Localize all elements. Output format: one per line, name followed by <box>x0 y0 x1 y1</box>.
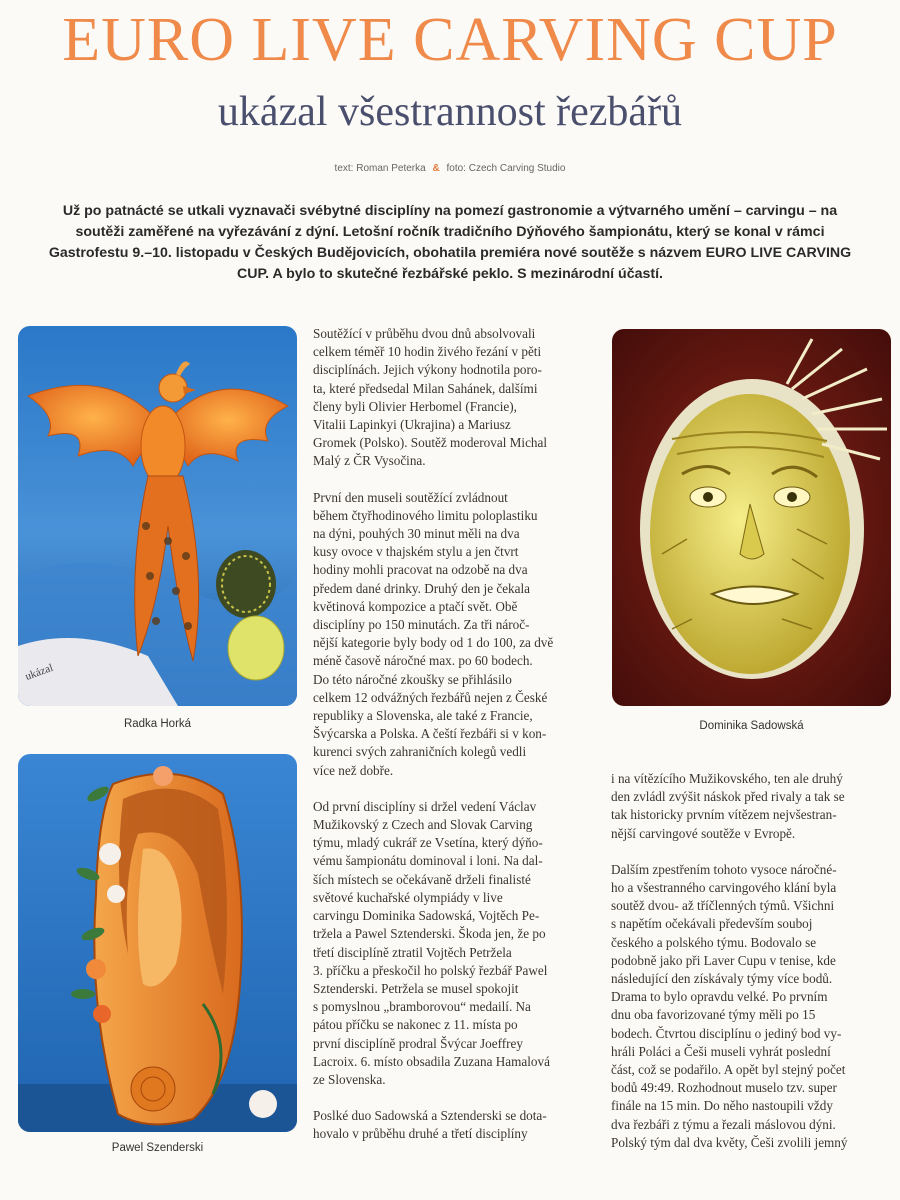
phoenix-photo-caption: Radka Horká <box>123 718 192 730</box>
body-paragraph <box>313 798 593 1089</box>
text-line: Malý z ČR Vysočina. <box>313 453 426 469</box>
credit-photo: foto: Czech Carving Studio <box>446 163 566 174</box>
text-line: celkem 12 odvážných řezbářů nejen z České <box>313 689 548 705</box>
body-paragraph <box>313 489 593 780</box>
text-line: kurenci svých zahraničních kolegů vedli <box>313 744 527 760</box>
text-line: během čtyřhodinového limitu poloplastiku <box>313 507 538 523</box>
body-paragraph <box>611 861 892 1152</box>
text-line: Švýcarska a Polska. A čeští řezbáři si v kon- <box>313 726 547 742</box>
text-line: disciplínách. Jejich výkony hodnotila poro- <box>313 362 542 378</box>
body-paragraph <box>313 325 593 471</box>
text-line: s napětím očekávali především souboj <box>611 916 813 932</box>
lead-line: Už po patnácté se utkali vyznavači svébytné disciplíny na pomezí gastronomie a výtvarného umění – carvingu – na <box>62 203 838 219</box>
article-title: EURO LIVE CARVING CUP <box>62 6 838 74</box>
text-line: ta, které předsedal Milan Sahánek, dalšími <box>313 380 538 396</box>
text-line: První den museli soutěžící zvládnout <box>313 489 508 505</box>
text-line: hodiny mohli pracovat na odzobě na dva <box>313 562 528 578</box>
text-line: Lacroix. 6. místo obsadila Zuzana Hamalová <box>313 1053 550 1069</box>
credit-author: text: Roman Peterka <box>334 163 426 174</box>
face-photo-caption: Dominika Sadowská <box>699 720 804 732</box>
text-line: českého a polského týmu. Bodovalo se <box>611 934 817 950</box>
text-line: tak historicky prvním vítězem nejvšestran- <box>611 807 837 823</box>
phoenix-carving-photo <box>18 326 297 706</box>
text-line: nější kategorie byly body od 1 do 100, za dvě <box>313 635 554 651</box>
text-line: nější carvingové soutěže v Evropě. <box>611 825 796 841</box>
text-line: květinová kompozice a ptačí svět. Obě <box>313 598 518 614</box>
face-carving-photo <box>612 329 891 706</box>
body-paragraph <box>611 770 892 843</box>
text-line: bodech. Čtvrtou disciplínu o jediný bod vy- <box>611 1025 842 1041</box>
text-line: třetí disciplíně ztratil Vojtěch Petržela <box>313 944 512 960</box>
text-line: Polský tým dal dva květy, Češi zvolili jemný <box>611 1134 848 1150</box>
text-line: Mužikovský z Czech and Slovak Carving <box>313 817 533 833</box>
text-line: i na vítězícího Mužikovského, ten ale druhý <box>611 771 843 786</box>
text-line: Dalším zpestřením tohoto vysoce náročné- <box>611 861 837 877</box>
text-line: světové kuchařské olympiády v live <box>313 889 503 905</box>
text-line: dnu oba favorizované týmy měli po 15 <box>611 1007 816 1023</box>
text-line: podobně jako při Laver Cupu v tenise, kde <box>611 952 836 968</box>
lead-line: CUP. A bylo to skutečné řezbářské peklo. S mezinárodní účastí. <box>236 266 664 282</box>
text-line: disciplíny po 150 minutách. Za tři nároč- <box>313 617 530 633</box>
text-line: ze Slovenska. <box>313 1071 386 1087</box>
text-line: soutěž dvou- až tříčlenných týmů. Všichni <box>611 898 835 914</box>
text-line: ho a všestranného carvingového klání byla <box>611 880 837 896</box>
text-line: Od první disciplíny si držel vedení Václav <box>313 798 537 814</box>
text-line: tržela a Pawel Sztenderski. Škoda jen, že po <box>313 926 546 942</box>
text-line: carvingu Dominika Sadowská, Vojtěch Pe- <box>313 908 540 924</box>
text-line: hráli Poláci a Češi museli vyhrát poslední <box>611 1043 831 1059</box>
body-column-middle <box>313 325 593 1144</box>
text-line: 3. příčku a přeskočil ho polský řezbář Pawel <box>313 962 548 978</box>
text-line: Vitalii Lapinkyi (Ukrajina) a Mariusz <box>313 417 511 433</box>
lead-line: soutěži zaměřené na vyřezávání z dýní. Letošní ročník tradičního Dýňového šampionátu, který se konal v rámci <box>75 224 825 240</box>
article-credits <box>0 163 900 174</box>
text-line: pátou příčku se nakonec z 11. místa po <box>313 1017 518 1033</box>
text-line: následující den získávaly týmy více bodů. <box>611 971 833 987</box>
text-line: celkem téměř 10 hodin živého řezání v pěti <box>313 344 542 360</box>
text-line: finále na 15 min. Do něho nastoupili vždy <box>611 1098 833 1114</box>
credit-ampersand: & <box>432 163 440 174</box>
text-line: první disciplíně prodral Švýcar Joeffrey <box>313 1035 523 1051</box>
text-line: bodů 49:49. Rozhodnout muselo tzv. super <box>611 1080 837 1096</box>
body-column-right <box>611 770 892 1152</box>
text-line: kusy ovoce v thajském stylu a jen čtvrt <box>313 544 519 560</box>
text-line: Gromek (Polsko). Soutěž moderoval Michal <box>313 435 548 451</box>
text-line: ších místech se očekávaně drželi finalisté <box>313 871 531 887</box>
text-line: část, což se podařilo. A opět byl stejný počet <box>611 1062 846 1078</box>
text-line: na dýni, pouhých 30 minut měli na dva <box>313 526 520 542</box>
text-line: vému šampionátu dominoval i loni. Na dal- <box>313 853 543 869</box>
text-line: hovalo v průběhu druhé a třetí disciplíny <box>313 1126 528 1142</box>
portrait-photo-caption: Pawel Szenderski <box>111 1142 204 1154</box>
text-line: s pomyslnou „bramborovou“ medailí. Na <box>313 999 531 1015</box>
text-line: Poslké duo Sadowská a Sztenderski se dota- <box>313 1108 547 1124</box>
text-line: Sztenderski. Petržela se musel spokojit <box>313 980 519 996</box>
text-line: týmu, mladý cukrář ze Vsetína, který dýňo- <box>313 835 543 851</box>
lead-line: Gastrofestu 9.–10. listopadu v Českých Budějovicích, obohatila premiéra nové soutěže s názvem EURO LIVE CARVING <box>48 245 852 261</box>
text-line: předem dané drinky. Druhý den je čekala <box>313 580 531 596</box>
text-line: více než dobře. <box>313 762 394 778</box>
text-line: Drama to bylo opravdu velké. Po prvním <box>611 989 828 1005</box>
text-line: Soutěžící v průběhu dvou dnů absolvovali <box>313 326 536 341</box>
portrait-carving-photo <box>18 754 297 1132</box>
text-line: Do této náročné zkoušky se přihlásilo <box>313 671 512 687</box>
text-line: členy byli Olivier Herbomel (Francie), <box>313 398 517 414</box>
text-line: dva řezbáři z týmu a řezali máslovou dýni. <box>611 1116 836 1132</box>
text-line: republiky a Slovenska, ale také z Francie, <box>313 708 533 724</box>
text-line: den zvládl zvýšit náskok před rivaly a tak se <box>611 789 845 805</box>
text-line: méně časově náročné max. po 60 bodech. <box>313 653 533 669</box>
lead-paragraph <box>24 201 876 285</box>
article-subtitle: ukázal všestrannost řezbářů <box>217 89 683 135</box>
body-paragraph <box>313 1107 593 1143</box>
paper-label: ukázal <box>23 661 55 683</box>
